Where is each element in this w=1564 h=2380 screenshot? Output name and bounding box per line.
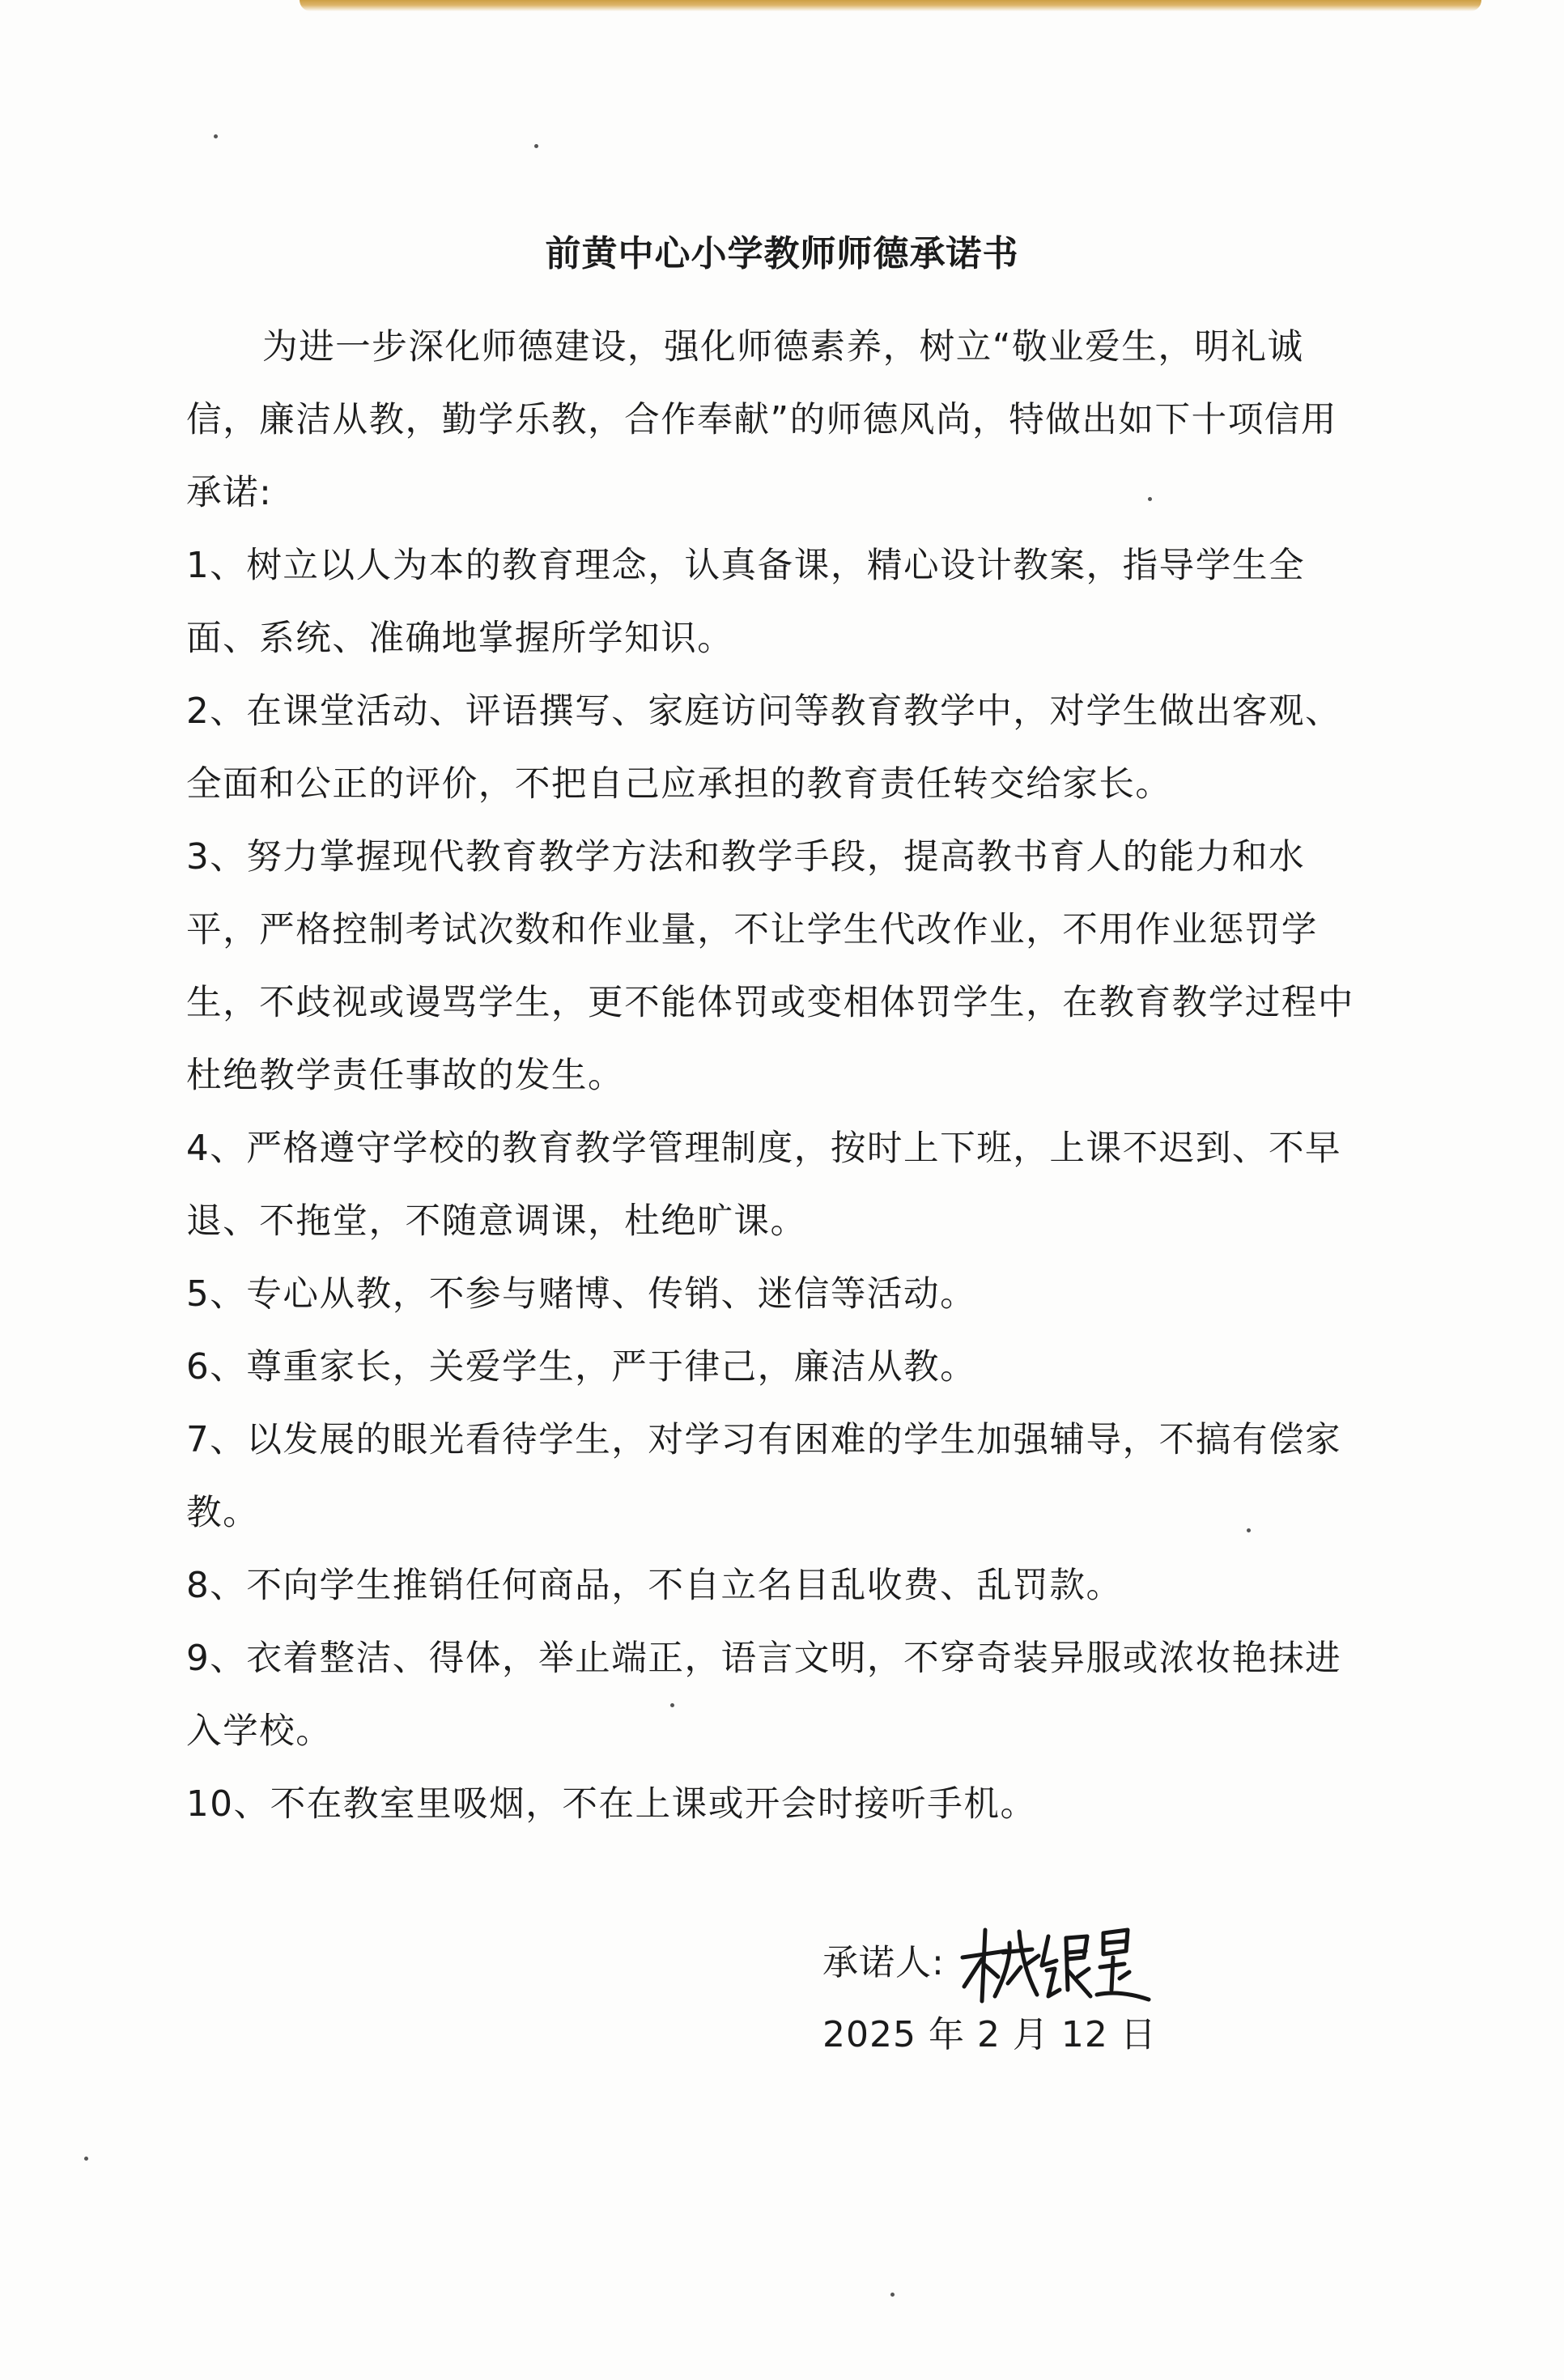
pledge-item-7: 7、以发展的眼光看待学生，对学习有困难的学生加强辅导，不搞有偿家教。 <box>186 1420 1342 1533</box>
paper-speck <box>84 2157 88 2161</box>
intro-paragraph: 为进一步深化师德建设，强化师德素养，树立“敬业爱生，明礼诚信，廉洁从教，勤学乐教，合作奉献”的师德风尚，特做出如下十项信用承诺: <box>186 327 1337 513</box>
paper-top-edge <box>300 0 1481 11</box>
pledge-item-1: 1、树立以人为本的教育理念，认真备课，精心设计教案，指导学生全面、系统、准确地掌握所学知识。 <box>186 546 1306 659</box>
document-body <box>186 311 1360 1841</box>
paper-speck <box>214 134 218 138</box>
document-title: 前黄中心小学教师师德承诺书 <box>545 233 1019 274</box>
signer-label: 承诺人: <box>822 1942 945 1983</box>
pledge-date: 2025 年 2 月 12 日 <box>822 2014 1157 2055</box>
pledge-item-8: 8、不向学生推销任何商品，不自立名目乱收费、乱罚款。 <box>186 1566 1123 1606</box>
paper-speck <box>890 2293 895 2297</box>
pledge-item-3: 3、努力掌握现代教育教学方法和教学手段，提高教书育人的能力和水平，严格控制考试次数和作业量，不让学生代改作业，不用作业惩罚学生，不歧视或谩骂学生，更不能体罚或变相体罚学生，在教育教学过程中杜绝教学责任事故的发生。 <box>186 837 1354 1096</box>
pledge-item-4: 4、严格遵守学校的教育教学管理制度，按时上下班，上课不迟到、不早退、不拖堂，不随意调课，杜绝旷课。 <box>186 1128 1342 1242</box>
pledge-item-6: 6、尊重家长，关爱学生，严于律己，廉洁从教。 <box>186 1347 977 1388</box>
paper-speck <box>534 144 538 148</box>
signature-block <box>822 1919 1308 2059</box>
pledge-item-9: 9、衣着整洁、得体，举止端正，语言文明，不穿奇装异服或浓妆艳抹进入学校。 <box>186 1638 1342 1752</box>
pledge-item-2: 2、在课堂活动、评语撰写、家庭访问等教育教学中，对学生做出客观、全面和公正的评价，不把自己应承担的教育责任转交给家长。 <box>186 691 1342 805</box>
handwritten-signature <box>958 1919 1152 2008</box>
pledge-item-5: 5、专心从教，不参与赌博、传销、迷信等活动。 <box>186 1274 977 1315</box>
pledge-item-10: 10、不在教室里吸烟，不在上课或开会时接听手机。 <box>186 1784 1037 1825</box>
